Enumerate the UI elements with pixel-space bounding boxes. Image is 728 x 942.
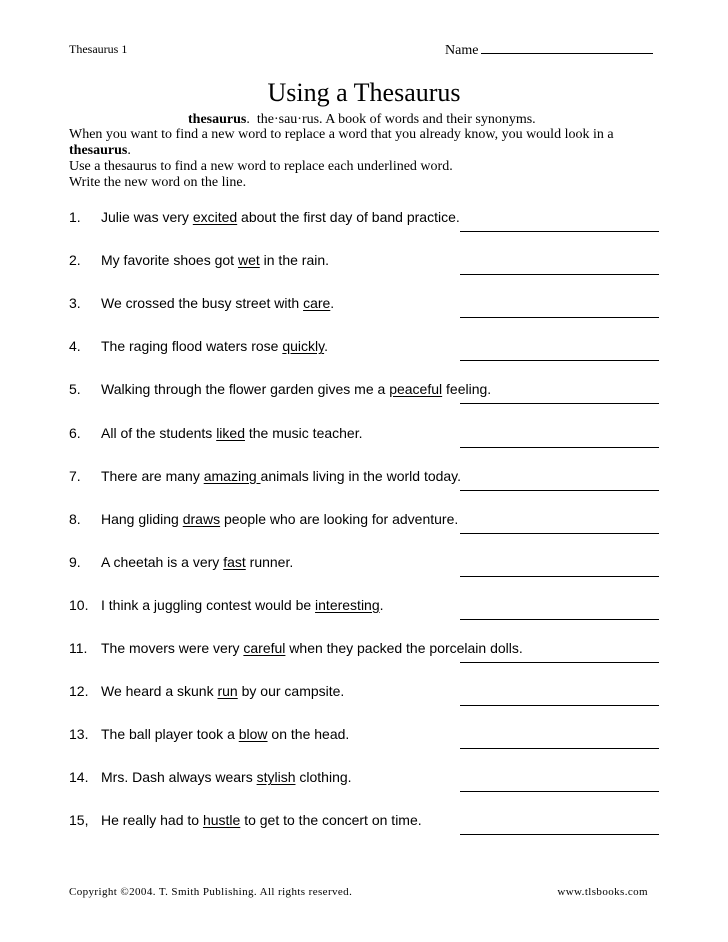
website-url: www.tlsbooks.com <box>557 886 648 898</box>
sentence-start: I think a juggling contest would be <box>101 596 316 613</box>
question-item <box>0 511 728 555</box>
underlined-word: hustle <box>202 812 241 829</box>
answer-line[interactable] <box>460 317 659 318</box>
sentence-start: We heard a skunk <box>101 683 218 700</box>
underlined-word: amazing <box>203 467 261 484</box>
intro-line-2: thesaurus. <box>69 143 131 158</box>
answer-line[interactable] <box>460 748 659 749</box>
sentence-start: He really had to <box>101 812 203 829</box>
intro-line-1: When you want to find a new word to replace a word that you already know, you would look in a <box>69 127 614 142</box>
answer-line[interactable] <box>460 490 659 491</box>
question-sentence <box>101 295 334 311</box>
question-number: 14. <box>69 769 89 786</box>
question-item <box>0 252 728 296</box>
intro-line-4: Write the new word on the line. <box>69 175 247 190</box>
answer-line[interactable] <box>460 360 659 361</box>
underlined-word: stylish <box>256 769 296 786</box>
answer-line[interactable] <box>460 662 659 663</box>
sentence-end: by our campsite. <box>237 683 345 700</box>
question-number: 2. <box>69 252 81 269</box>
name-label: Name <box>445 43 479 58</box>
question-item <box>0 683 728 727</box>
question-sentence <box>101 726 349 742</box>
definition-pronunciation: the·sau·rus. <box>256 112 323 127</box>
underlined-word: blow <box>238 726 268 743</box>
question-number: 15, <box>69 812 89 829</box>
intro-line-3: Use a thesaurus to find a new word to replace each underlined word. <box>69 159 453 174</box>
underlined-word: wet <box>237 252 260 269</box>
underlined-word: liked <box>216 424 245 441</box>
instructions <box>69 127 669 191</box>
question-sentence <box>101 683 344 699</box>
question-item <box>0 381 728 425</box>
sentence-end: . <box>379 596 384 613</box>
sentence-end: . <box>324 338 328 355</box>
sentence-start: Hang gliding <box>101 510 183 527</box>
question-number: 5. <box>69 381 81 398</box>
answer-line[interactable] <box>460 447 659 448</box>
answer-line[interactable] <box>460 533 659 534</box>
question-number: 6. <box>69 424 81 441</box>
answer-line[interactable] <box>460 274 659 275</box>
question-item <box>0 597 728 641</box>
question-number: 8. <box>69 510 81 527</box>
underlined-word: run <box>217 683 238 700</box>
question-number: 12. <box>69 683 89 700</box>
sentence-end: to get to the concert on time. <box>240 812 422 829</box>
question-sentence <box>101 381 491 397</box>
question-item <box>0 769 728 813</box>
worksheet-label: Thesaurus 1 <box>69 42 128 56</box>
definition-meaning: A book of words and their synonyms. <box>325 112 536 127</box>
sentence-start: My favorite shoes got <box>101 252 238 269</box>
answer-line[interactable] <box>460 231 659 232</box>
answer-line[interactable] <box>460 791 659 792</box>
underlined-word: careful <box>243 640 286 656</box>
question-item <box>0 338 728 382</box>
sentence-start: Walking through the flower garden gives me a <box>101 381 390 398</box>
question-number: 7. <box>69 467 81 484</box>
question-sentence <box>101 252 329 268</box>
question-number: 4. <box>69 338 81 355</box>
intro-term: thesaurus <box>69 143 128 158</box>
sentence-end: about the first day of band practice. <box>237 209 460 225</box>
sentence-end: feeling. <box>442 381 492 398</box>
answer-line[interactable] <box>460 705 659 706</box>
sentence-end: the music teacher. <box>244 424 363 441</box>
answer-line[interactable] <box>460 576 659 577</box>
sentence-end: runner. <box>245 553 294 570</box>
underlined-word: draws <box>182 510 221 527</box>
question-item <box>0 295 728 339</box>
question-number: 13. <box>69 726 89 743</box>
question-sentence <box>101 640 523 656</box>
sentence-start: All of the students <box>101 424 217 441</box>
question-number: 10. <box>69 596 89 613</box>
question-item <box>0 425 728 469</box>
question-sentence <box>101 209 460 225</box>
question-sentence <box>101 769 352 785</box>
sentence-end: when they packed the porcelain dolls. <box>285 640 523 656</box>
underlined-word: interesting <box>315 596 380 613</box>
underlined-word: excited <box>192 209 238 225</box>
sentence-start: Julie was very <box>101 209 193 225</box>
question-sentence <box>101 425 363 441</box>
sentence-end: clothing. <box>295 769 352 786</box>
underlined-word: peaceful <box>389 381 443 398</box>
copyright-notice: Copyright ©2004. T. Smith Publishing. All rights reserved. <box>69 886 353 898</box>
question-sentence <box>101 511 458 527</box>
sentence-end: animals living in the world today. <box>260 467 462 484</box>
question-sentence <box>101 468 461 484</box>
sentence-start: The ball player took a <box>101 726 239 743</box>
question-item <box>0 209 728 253</box>
sentence-end: in the rain. <box>259 252 330 269</box>
name-blank-line[interactable] <box>481 40 653 54</box>
question-item <box>0 812 728 856</box>
question-number: 1. <box>69 209 81 225</box>
answer-line[interactable] <box>460 403 659 404</box>
question-item <box>0 554 728 598</box>
sentence-start: A cheetah is a very <box>101 553 224 570</box>
question-sentence <box>101 554 293 570</box>
underlined-word: quickly <box>282 338 325 355</box>
question-number: 3. <box>69 295 81 312</box>
answer-line[interactable] <box>460 834 659 835</box>
definition: thesaurus. the·sau·rus. A book of words and their synonyms. <box>188 112 536 127</box>
sentence-end: . <box>330 295 335 312</box>
question-item <box>0 640 728 684</box>
sentence-start: The movers were very <box>101 640 244 656</box>
question-item <box>0 726 728 770</box>
question-sentence <box>101 338 328 354</box>
sentence-start: There are many <box>101 467 204 484</box>
question-number: 9. <box>69 553 81 570</box>
sentence-end: people who are looking for adventure. <box>220 510 459 527</box>
underlined-word: fast <box>223 553 246 570</box>
question-item <box>0 468 728 512</box>
sentence-start: The raging flood waters rose <box>101 338 283 355</box>
question-number: 11. <box>69 640 88 656</box>
answer-line[interactable] <box>460 619 659 620</box>
question-sentence <box>101 597 384 613</box>
sentence-end: on the head. <box>267 726 350 743</box>
name-field[interactable] <box>445 40 653 59</box>
question-sentence <box>101 812 422 828</box>
page-title: Using a Thesaurus <box>267 78 461 107</box>
definition-term: thesaurus <box>188 112 247 127</box>
sentence-start: Mrs. Dash always wears <box>101 769 257 786</box>
sentence-start: We crossed the busy street with <box>101 295 304 312</box>
underlined-word: care <box>303 295 331 312</box>
